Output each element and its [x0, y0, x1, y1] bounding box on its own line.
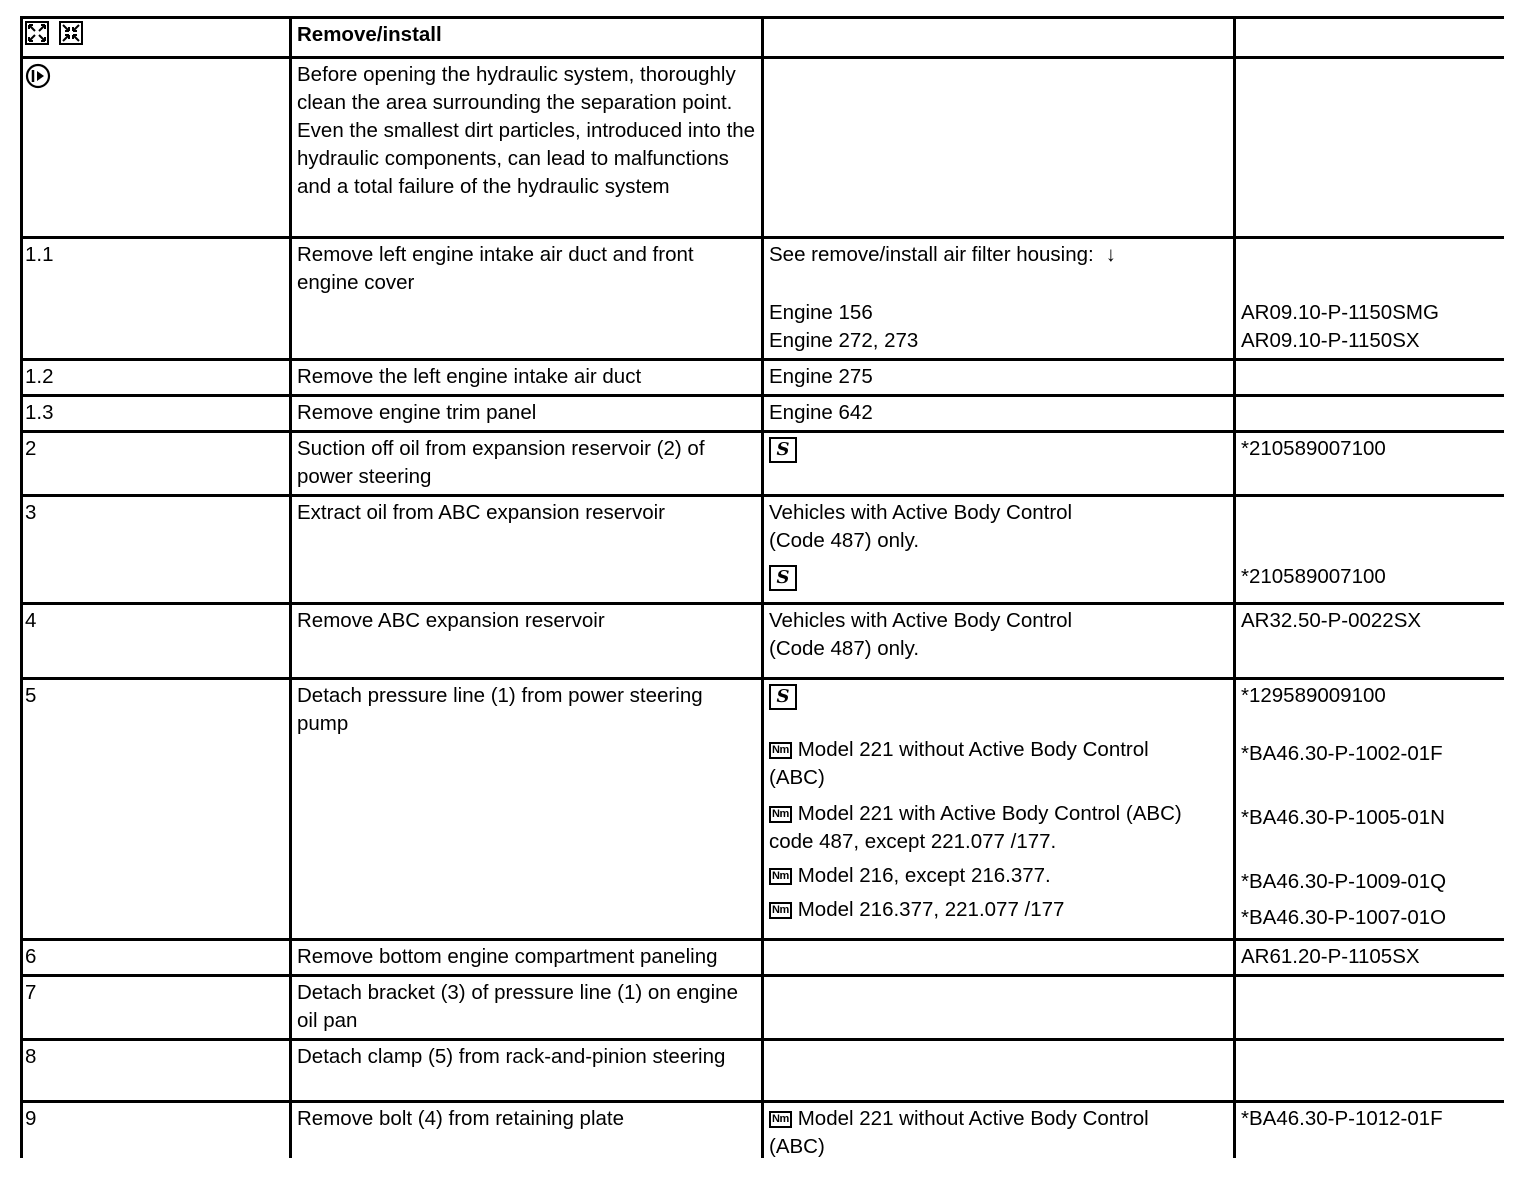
- ref-link[interactable]: *BA46.30-P-1007-01O: [1241, 906, 1447, 929]
- step-ref[interactable]: [1235, 976, 1505, 1040]
- procedure-table: [20, 16, 1504, 1158]
- special-tool-icon[interactable]: S: [769, 565, 797, 591]
- expand-all-icon[interactable]: [25, 21, 49, 45]
- step-action: Remove bottom engine compartment paneling: [291, 940, 763, 976]
- step-action: Remove the left engine intake air duct: [291, 360, 763, 396]
- step-number: 2: [22, 432, 291, 496]
- step-ref[interactable]: AR32.50-P-0022SX: [1235, 604, 1505, 679]
- table-row: [22, 940, 1505, 976]
- engine-variant: Engine 272, 273: [769, 329, 919, 352]
- step-detail: [763, 432, 1235, 496]
- step-number: 8: [22, 1040, 291, 1102]
- table-row: [22, 396, 1505, 432]
- detail-line: Vehicles with Active Body Control: [769, 501, 1073, 524]
- torque-icon[interactable]: Nm: [769, 902, 792, 919]
- step-detail: [763, 496, 1235, 604]
- step-action: Suction off oil from expansion reservoir (2) of power steering: [291, 432, 763, 496]
- step-refs: [1235, 679, 1505, 940]
- header-row: [22, 18, 1505, 58]
- ref-link[interactable]: AR09.10-P-1150SX: [1241, 329, 1420, 352]
- torque-spec: code 487, except 221.077 /177.: [769, 830, 1057, 853]
- torque-spec: Model 221 without Active Body Control: [797, 738, 1149, 761]
- step-ref[interactable]: *BA46.30-P-1012-01F: [1235, 1102, 1505, 1159]
- torque-icon[interactable]: Nm: [769, 1111, 792, 1128]
- table-row: [22, 238, 1505, 360]
- step-refs: [1235, 238, 1505, 360]
- step-detail: [763, 1102, 1235, 1159]
- step-action: Extract oil from ABC expansion reservoir: [291, 496, 763, 604]
- step-ref[interactable]: *210589007100: [1235, 432, 1505, 496]
- notice-empty-cell: [763, 58, 1235, 238]
- header-title: Remove/install: [291, 18, 763, 58]
- special-tool-icon[interactable]: S: [769, 684, 797, 710]
- detail-intro: See remove/install air filter housing:: [769, 243, 1094, 266]
- torque-spec: Model 221 without Active Body Control: [797, 1107, 1149, 1130]
- step-ref[interactable]: [1235, 360, 1505, 396]
- step-ref[interactable]: AR61.20-P-1105SX: [1235, 940, 1505, 976]
- note-icon: [25, 63, 51, 89]
- torque-icon[interactable]: Nm: [769, 742, 792, 759]
- step-action: Remove engine trim panel: [291, 396, 763, 432]
- step-number: 9: [22, 1102, 291, 1159]
- table-row: [22, 1040, 1505, 1102]
- step-detail: [763, 679, 1235, 940]
- step-detail: [763, 604, 1235, 679]
- ref-link[interactable]: AR09.10-P-1150SMG: [1241, 301, 1439, 324]
- torque-spec: (ABC): [769, 1135, 825, 1158]
- step-number: 1.1: [22, 238, 291, 360]
- step-action: Detach clamp (5) from rack-and-pinion steering: [291, 1040, 763, 1102]
- instruction-document: [20, 16, 1504, 1158]
- header-empty-cell: [763, 18, 1235, 58]
- step-number: 7: [22, 976, 291, 1040]
- notice-row: [22, 58, 1505, 238]
- torque-icon[interactable]: Nm: [769, 868, 792, 885]
- step-number: 1.2: [22, 360, 291, 396]
- detail-line: (Code 487) only.: [769, 529, 920, 552]
- step-ref[interactable]: [1235, 1040, 1505, 1102]
- ref-link[interactable]: *129589009100: [1241, 684, 1386, 707]
- ref-link[interactable]: *BA46.30-P-1002-01F: [1241, 742, 1443, 765]
- torque-icon[interactable]: Nm: [769, 806, 792, 823]
- step-number: 6: [22, 940, 291, 976]
- torque-spec: (ABC): [769, 766, 825, 789]
- step-number: 3: [22, 496, 291, 604]
- step-detail: Engine 275: [763, 360, 1235, 396]
- step-ref[interactable]: [1235, 396, 1505, 432]
- notice-icon-cell: [22, 58, 291, 238]
- step-details: [763, 238, 1235, 360]
- step-detail: [763, 1040, 1235, 1102]
- table-row: [22, 976, 1505, 1040]
- step-detail: Engine 642: [763, 396, 1235, 432]
- collapse-all-icon[interactable]: [59, 21, 83, 45]
- step-action: Remove bolt (4) from retaining plate: [291, 1102, 763, 1159]
- torque-spec: Model 216.377, 221.077 /177: [797, 898, 1065, 921]
- arrow-down-icon[interactable]: ↓: [1105, 243, 1116, 266]
- ref-link[interactable]: *BA46.30-P-1005-01N: [1241, 806, 1445, 829]
- step-number: 5: [22, 679, 291, 940]
- table-row: [22, 496, 1505, 604]
- step-detail: [763, 940, 1235, 976]
- step-action: Remove left engine intake air duct and front engine cover: [291, 238, 763, 360]
- table-row: [22, 360, 1505, 396]
- torque-spec: Model 221 with Active Body Control (ABC): [797, 802, 1182, 825]
- step-ref[interactable]: *210589007100: [1241, 565, 1386, 588]
- engine-variant: Engine 156: [769, 301, 873, 324]
- ref-link[interactable]: *BA46.30-P-1009-01Q: [1241, 870, 1447, 893]
- torque-spec: Model 216, except 216.377.: [797, 864, 1051, 887]
- step-action: Detach pressure line (1) from power steering pump: [291, 679, 763, 940]
- header-empty-cell: [1235, 18, 1505, 58]
- notice-empty-cell: [1235, 58, 1505, 238]
- table-row: [22, 1102, 1505, 1159]
- step-action: Detach bracket (3) of pressure line (1) on engine oil pan: [291, 976, 763, 1040]
- step-number: 4: [22, 604, 291, 679]
- detail-line: Vehicles with Active Body Control: [769, 609, 1073, 632]
- table-row: [22, 604, 1505, 679]
- step-ref-cell: [1235, 496, 1505, 604]
- header-icons-cell: [22, 18, 291, 58]
- step-detail: [763, 976, 1235, 1040]
- notice-text: Before opening the hydraulic system, thoroughly clean the area surrounding the separation point. Even the smallest dirt particles, introduced into the hydraulic components, can lead to malfunctions and a total failure of the hydraulic system: [291, 58, 763, 238]
- special-tool-icon[interactable]: S: [769, 437, 797, 463]
- step-number: 1.3: [22, 396, 291, 432]
- table-row: [22, 432, 1505, 496]
- table-row: [22, 679, 1505, 940]
- step-action: Remove ABC expansion reservoir: [291, 604, 763, 679]
- detail-line: (Code 487) only.: [769, 637, 920, 660]
